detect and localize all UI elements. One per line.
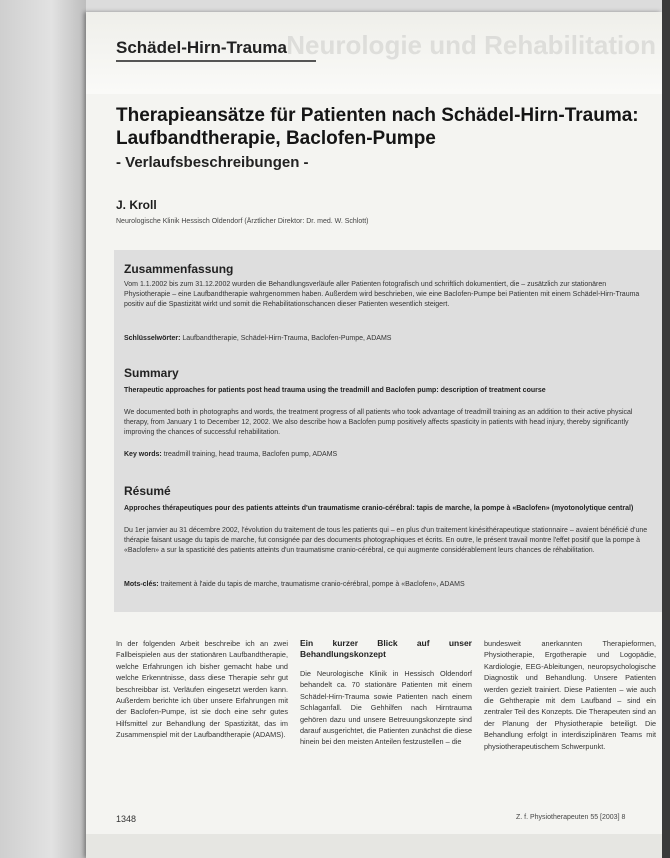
abstract-en-heading: Summary — [124, 366, 179, 380]
bleed-through-text: Neurologie und Rehabilitation — [286, 30, 656, 60]
keywords-en: treadmill training, head trauma, Baclofen pump, ADAMS — [163, 451, 338, 458]
article-author: J. Kroll — [116, 198, 157, 212]
abstract-fr-heading: Résumé — [124, 484, 171, 498]
abstract-fr-text: Du 1er janvier au 31 décembre 2002, l'évolution du traitement de tous les patients qui – en plus d'un traitement kinésithérapeutique stationnaire – avaient bénéficié d'une thérapie faisant usage du tapis de marche, fut consignée par des documents photographiques et écrits. En outre, le présent travail montre l'effet positif que la pompe à «Baclofen» a sur la spasticité des patients atteints d'un traumatisme cranio-cérébral, ce qui augmente considérablement leurs chances de réhabilitation. — [124, 527, 648, 554]
journal-citation: Z. f. Physiotherapeuten 55 [2003] 8 — [516, 814, 626, 821]
scan-margin-left — [0, 0, 86, 858]
abstract-de-heading: Zusammenfassung — [124, 262, 234, 276]
abstract-en-keywords — [124, 450, 648, 460]
keywords-de: Laufbandtherapie, Schädel-Hirn-Trauma, Baclofen-Pumpe, ADAMS — [182, 335, 392, 342]
body-column-1: In der folgenden Arbeit beschreibe ich an zwei Fallbeispielen aus der stationären Laufbandtherapie, welche Erfahrungen ich bisher gemacht habe und welche Erkenntnisse, dass diese Therapie sehr gut beschreibbar ist. Verläufen eingesetzt werden kann. Außerdem berichte ich über unsere Erfahrungen mit der Baclofen-Pumpe, ist sie doch eine sehr gutes Hilfsmittel zur Behandlung der Spastizität, das im Zusammenspiel mit der Laufbandtherapie (ADAMS). — [116, 639, 288, 740]
paper-page — [86, 12, 662, 858]
body-column-2-text: Die Neurologische Klinik in Hessisch Oldendorf behandelt ca. 70 stationäre Patienten mit einem Schädel-Hirn-Trauma sowie Patienten nach einem Schlaganfall. Die Gehhilfen nach Hirntrauma gehören dazu und unsere Betreuungskonzepte sind darauf ausgerichtet, die Patienten zunächst die diese hinein bei den meisten Anteilen festzustellen – die — [300, 669, 472, 747]
abstract-fr-keywords — [124, 580, 648, 590]
keywords-fr: traitement à l'aide du tapis de marche, traumatisme cranio-cérébral, pompe à «Baclofen», ADAMS — [160, 581, 465, 588]
body-section-heading: Ein kurzer Blick auf unser Behandlungskonzept — [300, 638, 472, 659]
author-affiliation: Neurologische Klinik Hessisch Oldendorf (Ärztlicher Direktor: Dr. med. W. Schlott) — [116, 218, 369, 225]
article-subtitle: - Verlaufsbeschreibungen - — [116, 154, 309, 171]
abstract-fr-subtitle: Approches thérapeutiques pour des patients atteints d'un traumatisme cranio-cérébral: tapis de marche, la pompe à «Baclofen» (myotonolytique central) — [124, 505, 634, 512]
section-rule — [116, 60, 316, 62]
article-title: Therapieansätze für Patienten nach Schädel-Hirn-Trauma: Laufbandtherapie, Baclofen-Pumpe — [116, 105, 639, 149]
page-bottom-margin — [86, 834, 662, 858]
abstract-en-subtitle: Therapeutic approaches for patients post head trauma using the treadmill and Baclofen pump: description of treatment course — [124, 387, 546, 394]
abstract-en-text: We documented both in photographs and words, the treatment progress of all patients who took advantage of treadmill training as an addition to their active physical therapy, from January 1 to December 12, 2002. We also describe how a Baclofen pump positively affects spasticity in patients with head injury, thereby significantly improving the chances of successful rehabilitation. — [124, 409, 633, 436]
abstract-box — [114, 250, 662, 612]
abstract-de-text: Vom 1.1.2002 bis zum 31.12.2002 wurden die Behandlungsverläufe aller Patienten fotografisch und schriftlich dokumentiert, die – zusätzlich zur stationären Physiotherapie – eine Laufbandtherapie wahrgenommen haben. Außerdem wird beschrieben, wie eine Baclofen-Pumpe bei Patienten mit einem Schädel-Hirn-Trauma positiv auf die Spastizität wirkt und somit die Rehabilitationschancen dieser Patienten wesentlich steigert. — [124, 281, 640, 308]
keywords-label-fr: Mots-clés: — [124, 581, 159, 588]
abstract-de-keywords — [124, 334, 648, 344]
body-column-3: bundesweit anerkannten Therapieformen, Physiotherapie, Ergotherapie und Logopädie, Kardiologie, EEG-Ableitungen, neuropsychologische Diagnostik und Behandlung. Unsere Patienten werden gezielt trainiert. Diese Patienten – wie auch die Gehtherapie mit dem Laufband – sind ein zentraler Teil des Konzepts. Die Therapeuten sind an der Planung der Physiotherapie beteiligt. Die Behandlung erfolgt in interdisziplinären Teams mit physiotherapeutischem Schwerpunkt. — [484, 639, 656, 751]
section-title: Schädel-Hirn-Trauma — [116, 38, 287, 57]
body-column-2 — [300, 638, 472, 748]
keywords-label-de: Schlüsselwörter: — [124, 335, 181, 342]
page-number: 1348 — [116, 814, 137, 824]
scan-margin-right — [662, 0, 670, 858]
keywords-label-en: Key words: — [124, 451, 162, 458]
